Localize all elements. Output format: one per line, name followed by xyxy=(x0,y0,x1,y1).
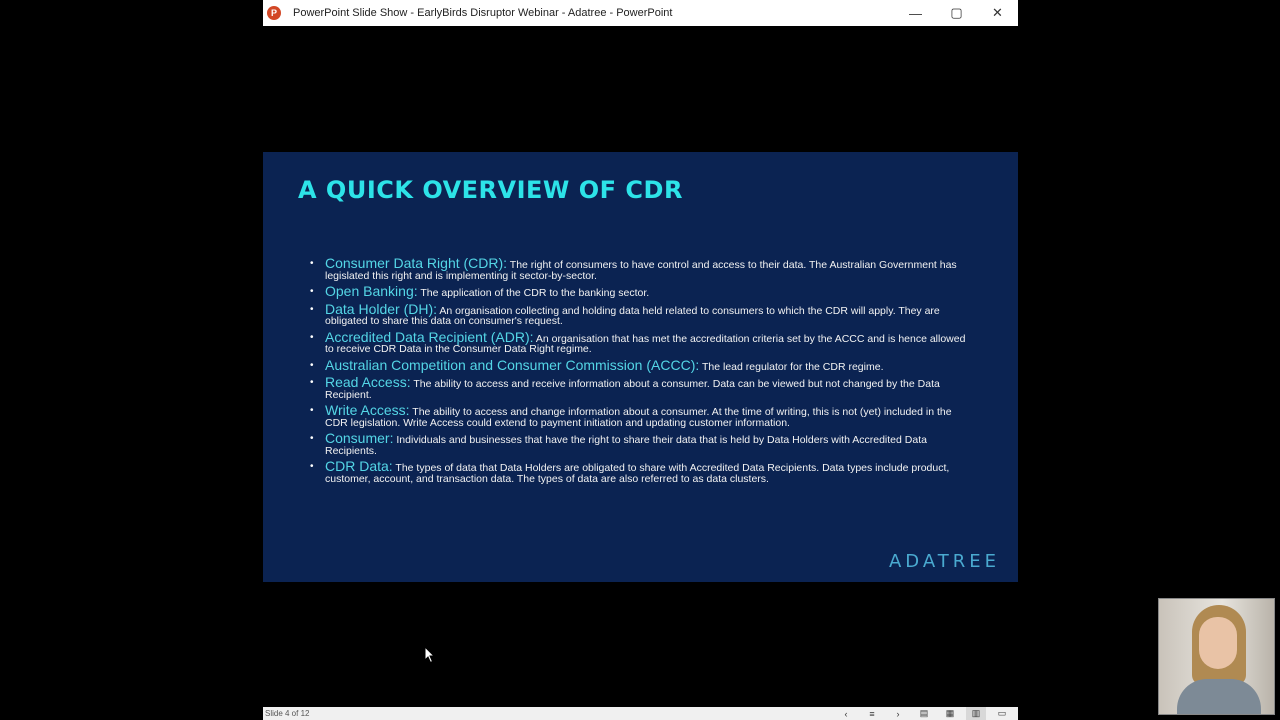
definition-text: The right of consumers to have control and access to their data. The Australian Government has legislated this right and is implementing it sector-by-sector. xyxy=(325,259,957,282)
powerpoint-icon: P xyxy=(267,6,281,20)
slideshow-status-bar xyxy=(263,707,1018,720)
normal-view-icon[interactable]: ▤ xyxy=(919,708,929,718)
definition-item xyxy=(310,458,970,485)
presenter-face xyxy=(1199,617,1237,669)
definition-term: Open Banking: xyxy=(325,283,418,299)
reading-view-icon[interactable]: ▥ xyxy=(966,707,986,720)
definition-item xyxy=(310,283,970,299)
definition-term: Australian Competition and Consumer Commission (ACCC): xyxy=(325,356,700,373)
definition-term: CDR Data: xyxy=(325,458,393,474)
slide-title: A QUICK OVERVIEW OF CDR xyxy=(298,176,683,204)
slide-sorter-icon[interactable]: ▦ xyxy=(945,708,955,718)
definition-item xyxy=(310,300,970,327)
previous-slide-icon[interactable]: ‹ xyxy=(844,708,848,719)
slide-counter: Slide 4 of 12 xyxy=(265,709,310,718)
definition-text: The lead regulator for the CDR regime. xyxy=(701,360,884,373)
definition-text: The application of the CDR to the banking sector. xyxy=(420,287,650,299)
definition-term: Accredited Data Recipient (ADR): xyxy=(325,328,534,345)
adatree-logo: ADATREE xyxy=(888,551,1000,572)
definition-text: An organisation collecting and holding data held related to consumers to which the CDR will apply. They are obligated to share this data on consumer's request. xyxy=(325,304,940,327)
definition-item xyxy=(310,356,970,373)
definition-term: Write Access: xyxy=(325,402,410,418)
definition-text: An organisation that has met the accreditation criteria set by the ACCC and is hence allowed to receive CDR Data in the Consumer Data Right regime. xyxy=(325,332,966,355)
definition-item xyxy=(310,328,970,355)
definition-text: The ability to access and receive information about a consumer. Data can be viewed but not changed by the Data Recipient. xyxy=(325,378,940,401)
maximize-button[interactable]: ▢ xyxy=(950,5,963,20)
definition-text: The ability to access and change information about a consumer. At the time of writing, this is not (yet) included in the CDR legislation. Write Access could extend to payment initiation and updating customer information. xyxy=(325,406,952,429)
definition-item xyxy=(310,402,970,429)
mouse-cursor-icon xyxy=(424,646,436,664)
definition-item xyxy=(310,374,970,401)
definition-term: Consumer Data Right (CDR): xyxy=(325,255,508,271)
definition-text: The types of data that Data Holders are obligated to share with Accredited Data Recipients. Data types include product, customer, account, and transaction data. The types of data are also referred to as data clusters. xyxy=(325,462,950,485)
slideshow-view-icon[interactable]: ▭ xyxy=(997,708,1007,718)
minimize-button[interactable]: — xyxy=(909,5,922,21)
definition-term: Data Holder (DH): xyxy=(325,300,438,317)
definition-item xyxy=(310,430,970,457)
next-slide-icon[interactable]: › xyxy=(896,708,900,719)
window-controls xyxy=(895,0,1018,26)
definition-term: Consumer: xyxy=(325,430,394,446)
title-bar xyxy=(263,0,1018,26)
definition-item xyxy=(310,255,970,282)
definition-term: Read Access: xyxy=(325,374,411,390)
definition-list xyxy=(310,255,970,489)
definition-text: Individuals and businesses that have the right to share their data that is held by Data Holders with Accredited Data Recipients. xyxy=(325,434,927,457)
slide-menu-icon[interactable]: ≡ xyxy=(869,708,875,719)
window-title: PowerPoint Slide Show - EarlyBirds Disruptor Webinar - Adatree - PowerPoint xyxy=(293,7,673,19)
presenter-body xyxy=(1177,679,1261,715)
slideshow-controls xyxy=(836,707,1012,720)
close-button[interactable]: ✕ xyxy=(992,5,1003,20)
slide-canvas[interactable] xyxy=(263,152,1018,582)
presenter-webcam xyxy=(1158,598,1275,715)
powerpoint-window xyxy=(263,0,1018,720)
